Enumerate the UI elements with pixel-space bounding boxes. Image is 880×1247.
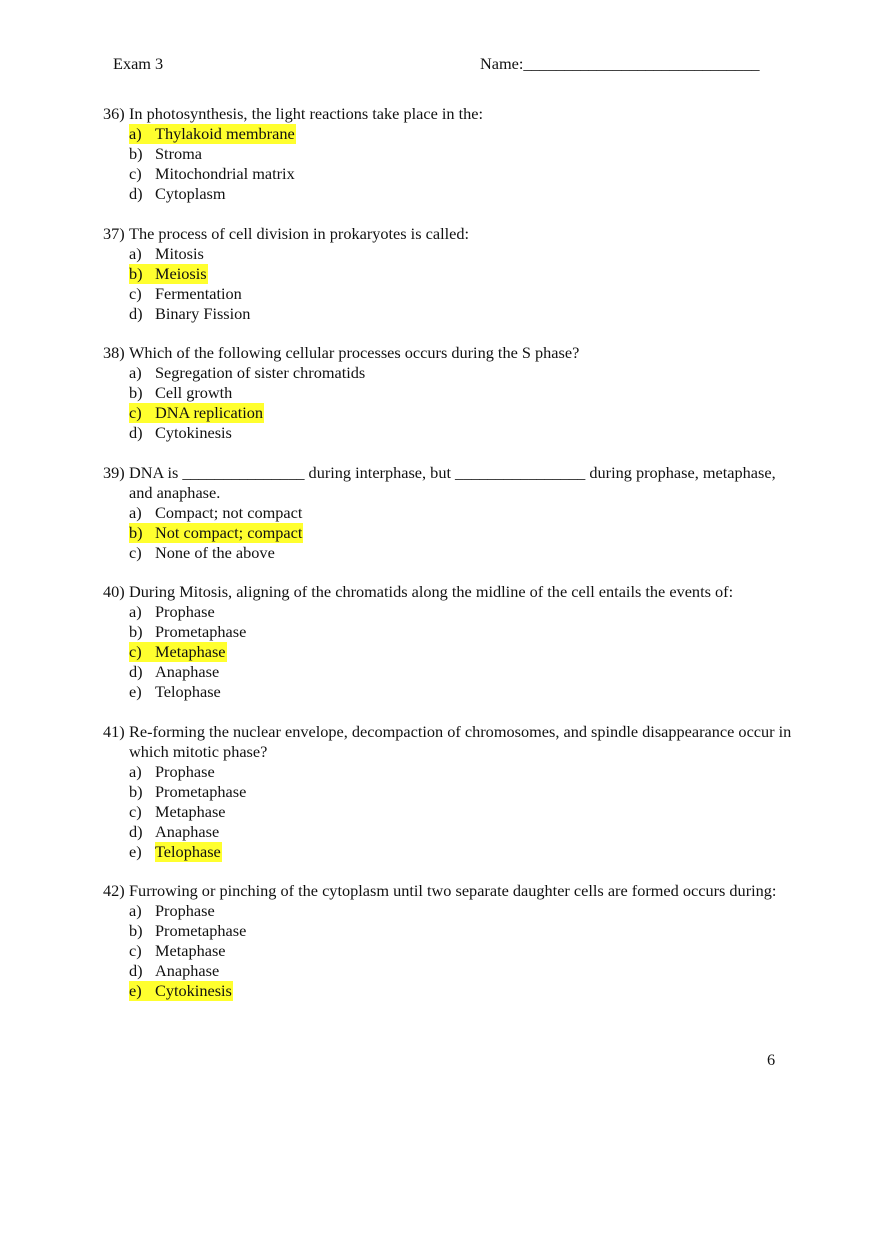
answer-option xyxy=(129,662,803,682)
option-text: Fermentation xyxy=(155,283,242,303)
answer-option xyxy=(129,802,803,822)
option-label: a) xyxy=(129,124,142,143)
option-text: Anaphase xyxy=(155,961,220,980)
answer-option xyxy=(129,284,803,304)
option-label: e) xyxy=(129,981,142,1000)
highlighted-answer xyxy=(129,523,303,543)
answer-option xyxy=(129,403,803,423)
answer-option xyxy=(129,682,803,702)
option-text: Prophase xyxy=(155,901,215,920)
highlighted-answer: Telophase xyxy=(155,841,221,861)
option-text: DNA replication xyxy=(155,403,264,422)
option-label: c) xyxy=(129,283,142,303)
highlighted-answer xyxy=(129,642,227,662)
option-text: Prometaphase xyxy=(155,781,247,801)
answer-option xyxy=(129,144,803,164)
option-text: Prometaphase xyxy=(155,921,247,940)
answer-option xyxy=(129,602,803,622)
question-number: 37) xyxy=(103,223,125,243)
option-text: Segregation of sister chromatids xyxy=(155,363,366,382)
question-40 xyxy=(103,582,803,702)
question-41 xyxy=(103,722,803,862)
option-text: Metaphase xyxy=(155,642,226,661)
option-label: e) xyxy=(129,841,142,861)
highlighted-answer xyxy=(129,264,208,284)
answer-option xyxy=(129,363,803,383)
highlighted-answer xyxy=(129,403,264,423)
question-text: Which of the following cellular processes occurs during the S phase? xyxy=(129,343,580,362)
highlighted-answer xyxy=(129,981,233,1001)
option-label: a) xyxy=(129,901,142,920)
question-text: DNA is _______________ during interphase, but ________________ during prophase, metaphase, and anaphase. xyxy=(129,462,776,502)
answer-option xyxy=(129,523,803,543)
option-label: a) xyxy=(129,761,142,781)
option-label: d) xyxy=(129,184,143,203)
question-number: 42) xyxy=(103,881,125,900)
question-39 xyxy=(103,463,803,563)
question-number: 41) xyxy=(103,721,125,741)
option-label: c) xyxy=(129,164,142,183)
answer-option xyxy=(129,543,803,563)
option-label: c) xyxy=(129,542,142,562)
answer-option xyxy=(129,622,803,642)
answer-option xyxy=(129,124,803,144)
option-label: b) xyxy=(129,263,143,283)
question-text: During Mitosis, aligning of the chromatids along the midline of the cell entails the events of: xyxy=(129,582,734,601)
option-label: d) xyxy=(129,423,143,442)
option-text: Mitosis xyxy=(155,243,204,263)
option-text: Anaphase xyxy=(155,821,220,841)
option-text: Cell growth xyxy=(155,383,233,402)
answer-option xyxy=(129,184,803,204)
name-field-label: Name:_____________________________ xyxy=(480,54,760,73)
answer-option xyxy=(129,941,803,961)
answer-option xyxy=(129,901,803,921)
option-label: d) xyxy=(129,662,143,681)
option-text: Cytokinesis xyxy=(155,423,232,442)
option-label: d) xyxy=(129,821,143,841)
option-label: b) xyxy=(129,144,143,163)
answer-option xyxy=(129,762,803,782)
option-label: d) xyxy=(129,303,143,323)
question-38 xyxy=(103,343,803,443)
option-text: Thylakoid membrane xyxy=(155,124,295,143)
page-number: 6 xyxy=(767,1050,776,1069)
answer-option xyxy=(129,822,803,842)
option-text: Mitochondrial matrix xyxy=(155,164,295,183)
question-number: 39) xyxy=(103,462,125,482)
answer-option xyxy=(129,264,803,284)
question-number: 38) xyxy=(103,343,125,362)
question-number: 40) xyxy=(103,582,125,601)
option-text: Prophase xyxy=(155,602,215,621)
option-label: c) xyxy=(129,941,142,960)
answer-option xyxy=(129,782,803,802)
exam-title: Exam 3 xyxy=(113,54,164,73)
option-text: Compact; not compact xyxy=(155,502,303,522)
option-label: d) xyxy=(129,961,143,980)
answer-option xyxy=(129,164,803,184)
option-text: Anaphase xyxy=(155,662,220,681)
option-text: Metaphase xyxy=(155,801,226,821)
option-text: Not compact; compact xyxy=(155,522,303,542)
answer-option xyxy=(129,981,803,1001)
option-label: b) xyxy=(129,781,143,801)
option-label: c) xyxy=(129,801,142,821)
option-text: None of the above xyxy=(155,542,275,562)
option-label: c) xyxy=(129,642,142,661)
answer-option xyxy=(129,383,803,403)
option-label: b) xyxy=(129,522,143,542)
option-label: e) xyxy=(129,682,142,701)
option-text: Binary Fission xyxy=(155,303,251,323)
question-list xyxy=(103,104,803,1021)
question-text: Re-forming the nuclear envelope, decompaction of chromosomes, and spindle disappearance occur in which mitotic phase? xyxy=(129,721,792,761)
question-text: The process of cell division in prokaryotes is called: xyxy=(129,223,470,243)
answer-option xyxy=(129,921,803,941)
highlighted-answer xyxy=(129,124,296,144)
option-text: Cytokinesis xyxy=(155,981,232,1000)
option-text: Metaphase xyxy=(155,941,226,960)
answer-option xyxy=(129,423,803,443)
option-label: c) xyxy=(129,403,142,422)
option-label: b) xyxy=(129,383,143,402)
option-label: b) xyxy=(129,921,143,940)
option-text: Telophase xyxy=(155,682,221,701)
option-text: Prophase xyxy=(155,761,215,781)
question-number: 36) xyxy=(103,104,125,123)
answer-option xyxy=(129,642,803,662)
option-text: Prometaphase xyxy=(155,622,247,641)
answer-option xyxy=(129,503,803,523)
answer-option xyxy=(129,842,803,862)
option-label: a) xyxy=(129,602,142,621)
option-label: b) xyxy=(129,622,143,641)
option-text: Stroma xyxy=(155,144,203,163)
question-36 xyxy=(103,104,803,204)
option-label: a) xyxy=(129,243,142,263)
question-37 xyxy=(103,224,803,324)
option-label: a) xyxy=(129,502,142,522)
option-text: Cytoplasm xyxy=(155,184,226,203)
question-42 xyxy=(103,881,803,1001)
answer-option xyxy=(129,304,803,324)
option-text: Meiosis xyxy=(155,263,207,283)
question-text: In photosynthesis, the light reactions take place in the: xyxy=(129,104,484,123)
answer-option xyxy=(129,961,803,981)
question-text: Furrowing or pinching of the cytoplasm until two separate daughter cells are formed occurs during: xyxy=(129,881,777,900)
option-label: a) xyxy=(129,363,142,382)
answer-option xyxy=(129,244,803,264)
